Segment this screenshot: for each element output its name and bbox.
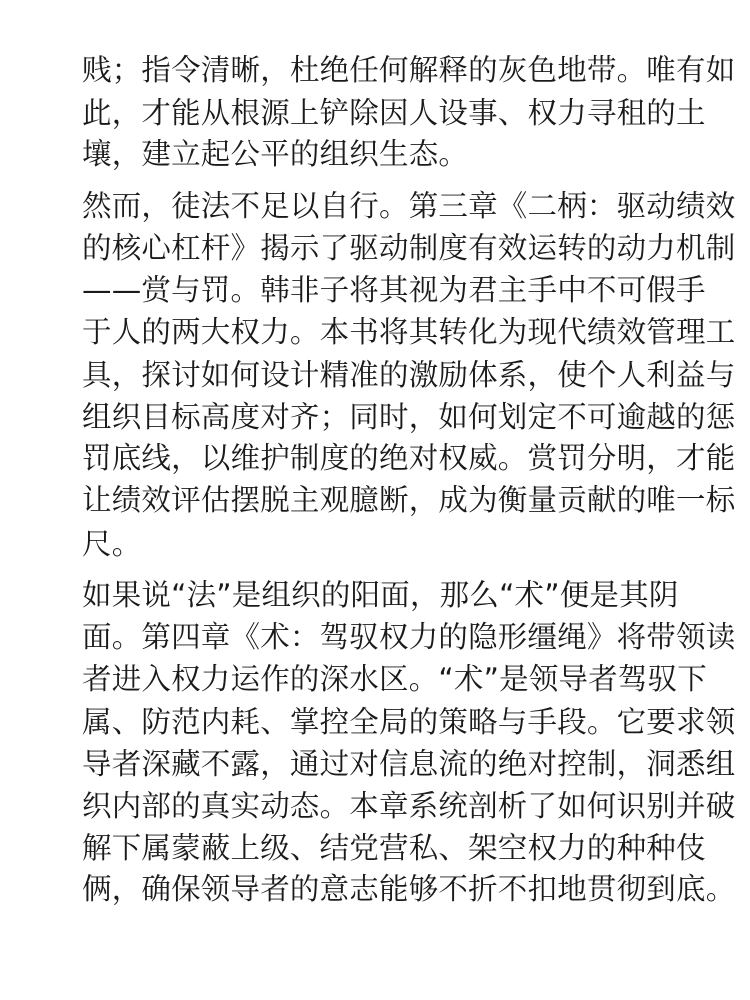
paragraph-line: ——赏与罚。韩非子将其视为君主手中不可假手 xyxy=(82,273,706,307)
paragraph-line: 壤，建立起公平的组织生态。 xyxy=(82,137,469,171)
paragraph-line: 织内部的真实动态。本章系统剖析了如何识别并破 xyxy=(82,789,736,823)
paragraph-line: 者进入权力运作的深水区。“术”是领导者驾驭下 xyxy=(82,662,707,696)
paragraph-line: 组织目标高度对齐；同时，如何划定不可逾越的惩 xyxy=(82,400,736,434)
paragraph-line: 让绩效评估摆脱主观臆断，成为衡量贡献的唯一标 xyxy=(82,483,736,517)
paragraph-line: 导者深藏不露，通过对信息流的绝对控制，洞悉组 xyxy=(82,747,736,781)
paragraph-line: 贱；指令清晰，杜绝任何解释的灰色地带。唯有如 xyxy=(82,53,736,87)
paragraph-line: 属、防范内耗、掌控全局的策略与手段。它要求领 xyxy=(82,705,736,739)
paragraph-line: 解下属蒙蔽上级、结党营私、架空权力的种种伎 xyxy=(82,831,706,865)
paragraph-line: 尺。 xyxy=(82,527,142,561)
paragraph-line: 的核心杠杆》揭示了驱动制度有效运转的动力机制 xyxy=(82,231,736,265)
paragraph-line: 此，才能从根源上铲除因人设事、权力寻租的土 xyxy=(82,96,706,130)
paragraph-line: 于人的两大权力。本书将其转化为现代绩效管理工 xyxy=(82,315,736,349)
paragraph-line: 面。第四章《术：驾驭权力的隐形缰绳》将带领读 xyxy=(82,620,736,654)
paragraph-line: 如果说“法”是组织的阳面，那么“术”便是其阴 xyxy=(82,578,679,612)
paragraph-line: 俩，确保领导者的意志能够不折不扣地贯彻到底。 xyxy=(82,872,736,906)
paragraph-line: 然而，徒法不足以自行。第三章《二柄：驱动绩效 xyxy=(82,189,736,223)
paragraph-line: 具，探讨如何设计精准的激励体系，使个人利益与 xyxy=(82,358,736,392)
paragraph-line: 罚底线，以维护制度的绝对权威。赏罚分明，才能 xyxy=(82,441,736,475)
